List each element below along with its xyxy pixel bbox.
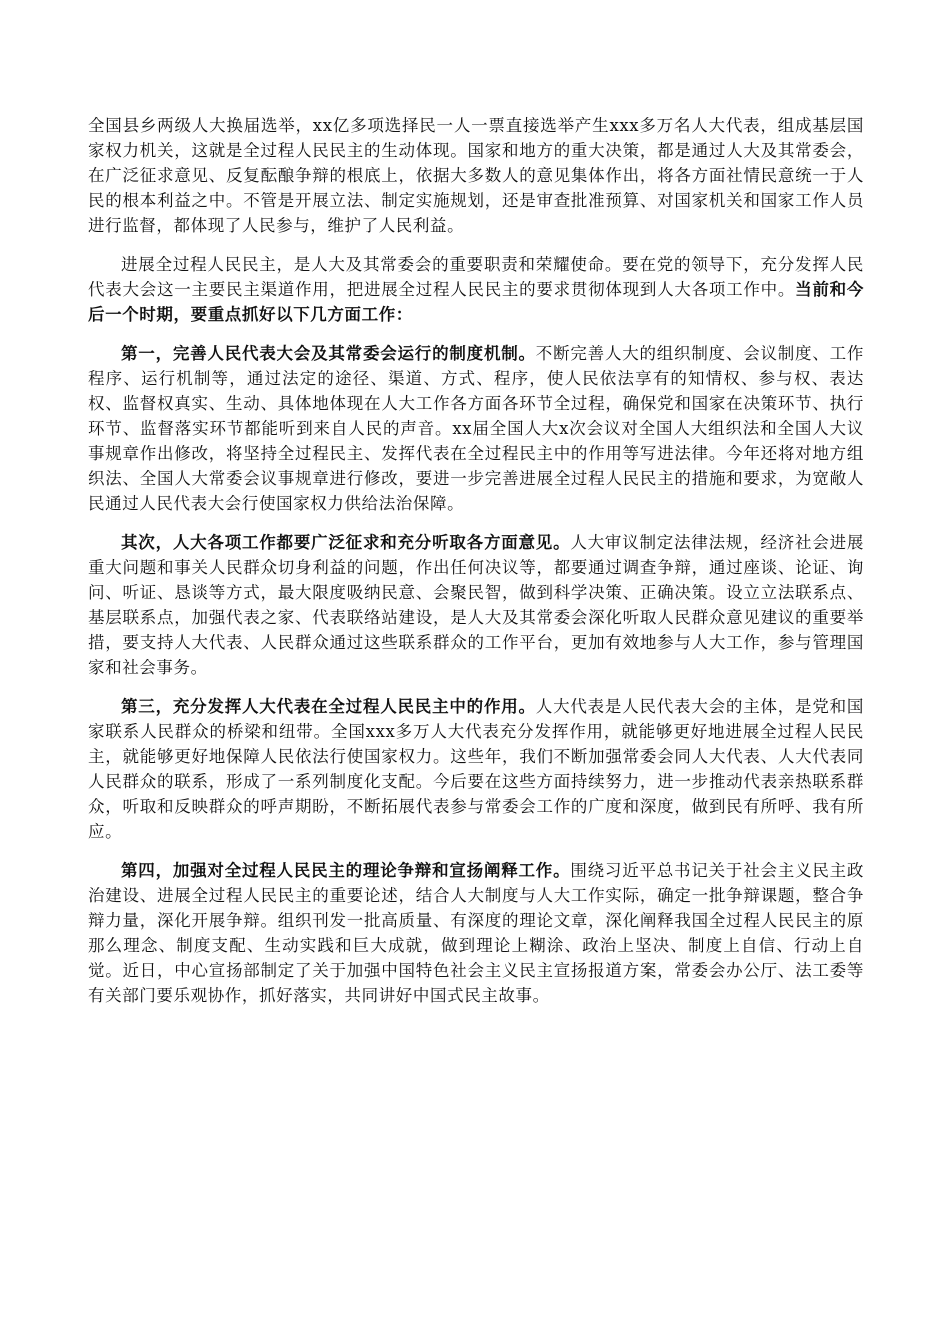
paragraph-second-heading: 其次，人大各项工作都要广泛征求和充分听取各方面意见。 [121,533,571,552]
paragraph-third-heading: 第三，充分发挥人大代表在全过程人民民主中的作用。 [121,697,536,716]
paragraph-development [88,252,864,327]
paragraph-intro [88,113,864,238]
paragraph-first-text: 不断完善人大的组织制度、会议制度、工作程序、运行机制等，通过法定的途径、渠道、方式、程序，使人民依法享有的知情权、参与权、表达权、监督权真实、生动、具体地体现在人大工作各方面各环节全过程，确保党和国家在决策环节、执行环节、监督落实环节都能听到来自人民的声音。xx届全国人大x次会议对全国人大组织法和全国人大议事规章作出修改，将坚持全过程民主、发挥代表在全过程民主中的作用等写进法律。今年还将对地方组织法、全国人大常委会议事规章进行修改，要进一步完善进展全过程人民民主的措施和要求，为宽敞人民通过人民代表大会行使国家权力供给法治保障。 [88,344,864,513]
paragraph-second [88,530,864,680]
paragraph-second-text: 人大审议制定法律法规，经济社会进展重大问题和事关人民群众切身利益的问题，作出任何决议等，都要通过调查争辩，通过座谈、论证、询问、听证、恳谈等方式，最大限度吸纳民意、会聚民智，做到科学决策、正确决策。设立立法联系点、基层联系点，加强代表之家、代表联络站建设，是人大及其常委会深化听取人民群众意见建议的重要举措，要支持人大代表、人民群众通过这些联系群众的工作平台，更加有效地参与人大工作，参与管理国家和社会事务。 [88,533,864,677]
document-page [88,113,864,1022]
paragraph-third-text: 人大代表是人民代表大会的主体，是党和国家联系人民群众的桥梁和纽带。全国xxx多万人大代表充分发挥作用，就能够更好地进展全过程人民民主，就能够更好地保障人民依法行使国家权力。这些年，我们不断加强常委会同人大代表、人大代表同人民群众的联系，形成了一系列制度化支配。今后要在这些方面持续努力，进一步推动代表亲热联系群众，听取和反映群众的呼声期盼，不断拓展代表参与常委会工作的广度和深度，做到民有所呼、我有所应。 [88,697,864,841]
paragraph-third [88,694,864,844]
paragraph-first-heading: 第一，完善人民代表大会及其常委会运行的制度机制。 [121,344,536,363]
paragraph-fourth [88,858,864,1008]
paragraph-first [88,341,864,516]
paragraph-development-bold-tail: 当前和今后一个时期，要重点抓好以下几方面工作： [88,280,864,324]
paragraph-fourth-heading: 第四，加强对全过程人民民主的理论争辩和宣扬阐释工作。 [121,861,571,880]
paragraph-intro-text: 全国县乡两级人大换届选举，xx亿多项选择民一人一票直接选举产生xxx多万名人大代表，组成基层国家权力机关，这就是全过程人民民主的生动体现。国家和地方的重大决策，都是通过人大及其常委会，在广泛征求意见、反复酝酿争辩的根底上，依据大多数人的意见集体作出，将各方面社情民意统一于人民的根本利益之中。不管是开展立法、制定实施规划，还是审查批准预算、对国家机关和国家工作人员进行监督，都体现了人民参与，维护了人民利益。 [88,116,864,235]
paragraph-fourth-text: 围绕习近平总书记关于社会主义民主政治建设、进展全过程人民民主的重要论述，结合人大制度与人大工作实际，确定一批争辩课题，整合争辩力量，深化开展争辩。组织刊发一批高质量、有深度的理论文章，深化阐释我国全过程人民民主的原那么理念、制度支配、生动实践和巨大成就，做到理论上糊涂、政治上坚决、制度上自信、行动上自觉。近日，中心宣扬部制定了关于加强中国特色社会主义民主宣扬报道方案，常委会办公厅、法工委等有关部门要乐观协作，抓好落实，共同讲好中国式民主故事。 [88,861,864,1005]
paragraph-development-text: 进展全过程人民民主，是人大及其常委会的重要职责和荣耀使命。要在党的领导下，充分发挥人民代表大会这一主要民主渠道作用，把进展全过程人民民主的要求贯彻体现到人大各项工作中。 [88,255,864,299]
